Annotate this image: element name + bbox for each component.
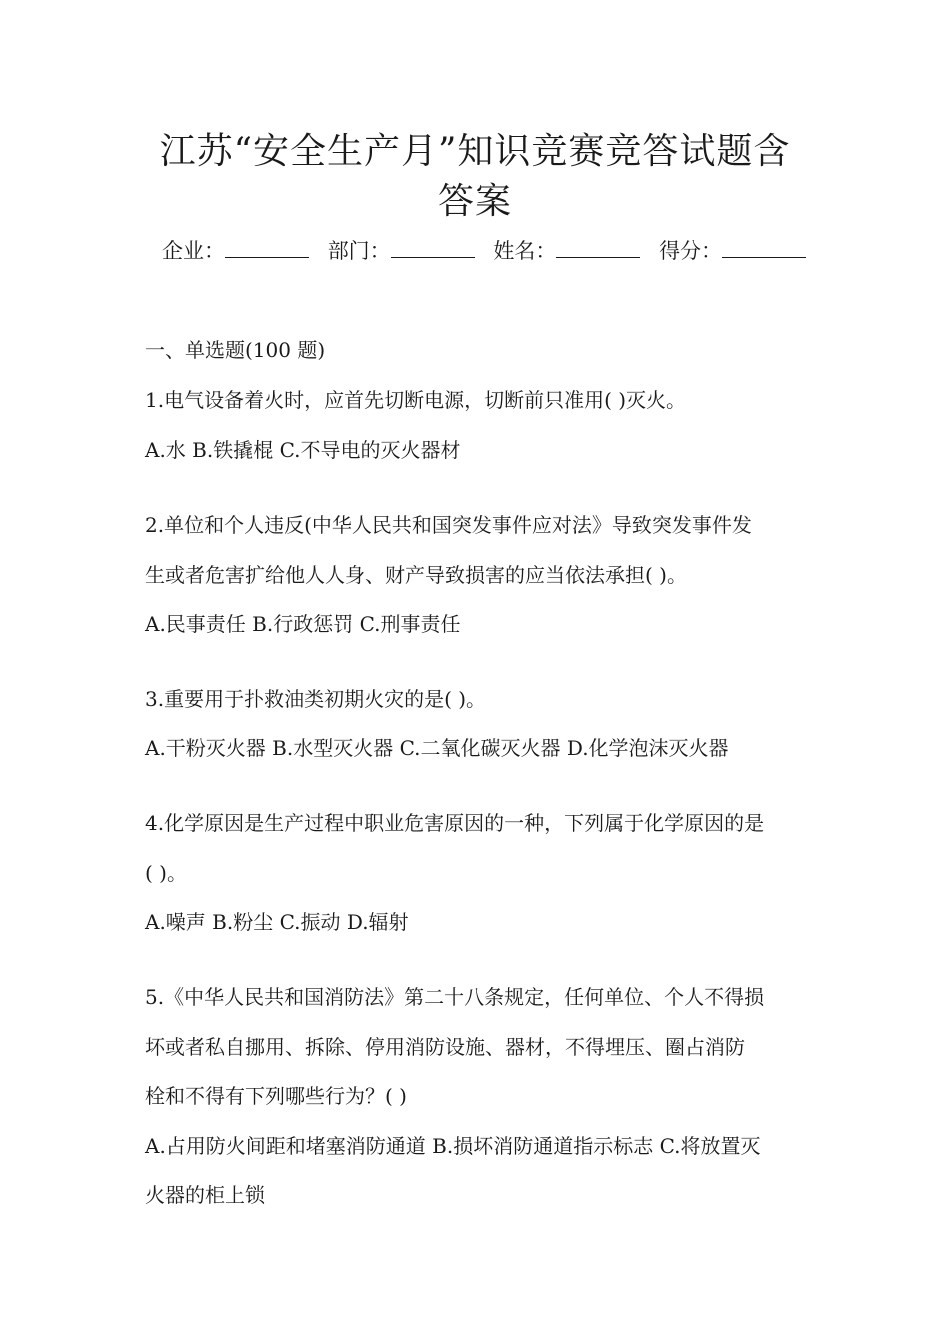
company-label: 企业： (162, 239, 225, 263)
name-blank[interactable] (556, 237, 640, 258)
question-3-stem-line-1: 3.重要用于扑救油类初期火灾的是( )。 (145, 687, 487, 711)
department-blank[interactable] (391, 237, 475, 258)
department-label: 部门： (327, 239, 391, 263)
question-4-stem-line-2: ( )。 (145, 861, 187, 885)
question-2-stem-line-1: 2.单位和个人违反(中华人民共和国突发事件应对法》导致突发事件发 (145, 513, 752, 537)
question-3-options-line-1: A.干粉灭火器 B.水型灭火器 C.二氧化碳灭火器 D.化学泡沫灭火器 (145, 736, 729, 760)
question-2-stem-line-2: 生或者危害扩给他人人身、财产导致损害的应当依法承担( )。 (145, 563, 687, 587)
question-1-options-line-1: A.水 B.铁撬棍 C.不导电的灭火器材 (145, 438, 461, 462)
question-5-stem-line-2: 坏或者私自挪用、拆除、停用消防设施、器材，不得埋压、圈占消防 (145, 1035, 745, 1059)
company-blank[interactable] (225, 237, 309, 258)
document-title (140, 127, 810, 227)
question-4-stem-line-1: 4.化学原因是生产过程中职业危害原因的一种，下列属于化学原因的是 (145, 811, 765, 835)
question-5-stem-line-3: 栓和不得有下列哪些行为？( ) (145, 1084, 407, 1108)
score-label: 得分： (659, 239, 723, 263)
name-label: 姓名： (493, 239, 557, 263)
question-2-options-line-1: A.民事责任 B.行政惩罚 C.刑事责任 (145, 612, 461, 636)
question-5-options-line-2: 火器的柜上锁 (145, 1183, 265, 1207)
question-4-options-line-1: A.噪声 B.粉尘 C.振动 D.辐射 (145, 910, 409, 934)
question-5-options-line-1: A.占用防火间距和堵塞消防通道 B.损坏消防通道指示标志 C.将放置灭 (145, 1134, 761, 1158)
score-blank[interactable] (722, 237, 806, 258)
title-line-1: 江苏“安全生产月”知识竞赛竞答试题含 (159, 131, 791, 172)
info-fields-row (162, 236, 802, 266)
title-line-2: 答案 (437, 181, 512, 222)
section-heading: 一、单选题(100 题) (145, 338, 326, 362)
question-5-stem-line-1: 5.《中华人民共和国消防法》第二十八条规定，任何单位、个人不得损 (145, 985, 765, 1009)
question-1-stem-line-1: 1.电气设备着火时，应首先切断电源，切断前只准用( )灭火。 (145, 388, 687, 412)
